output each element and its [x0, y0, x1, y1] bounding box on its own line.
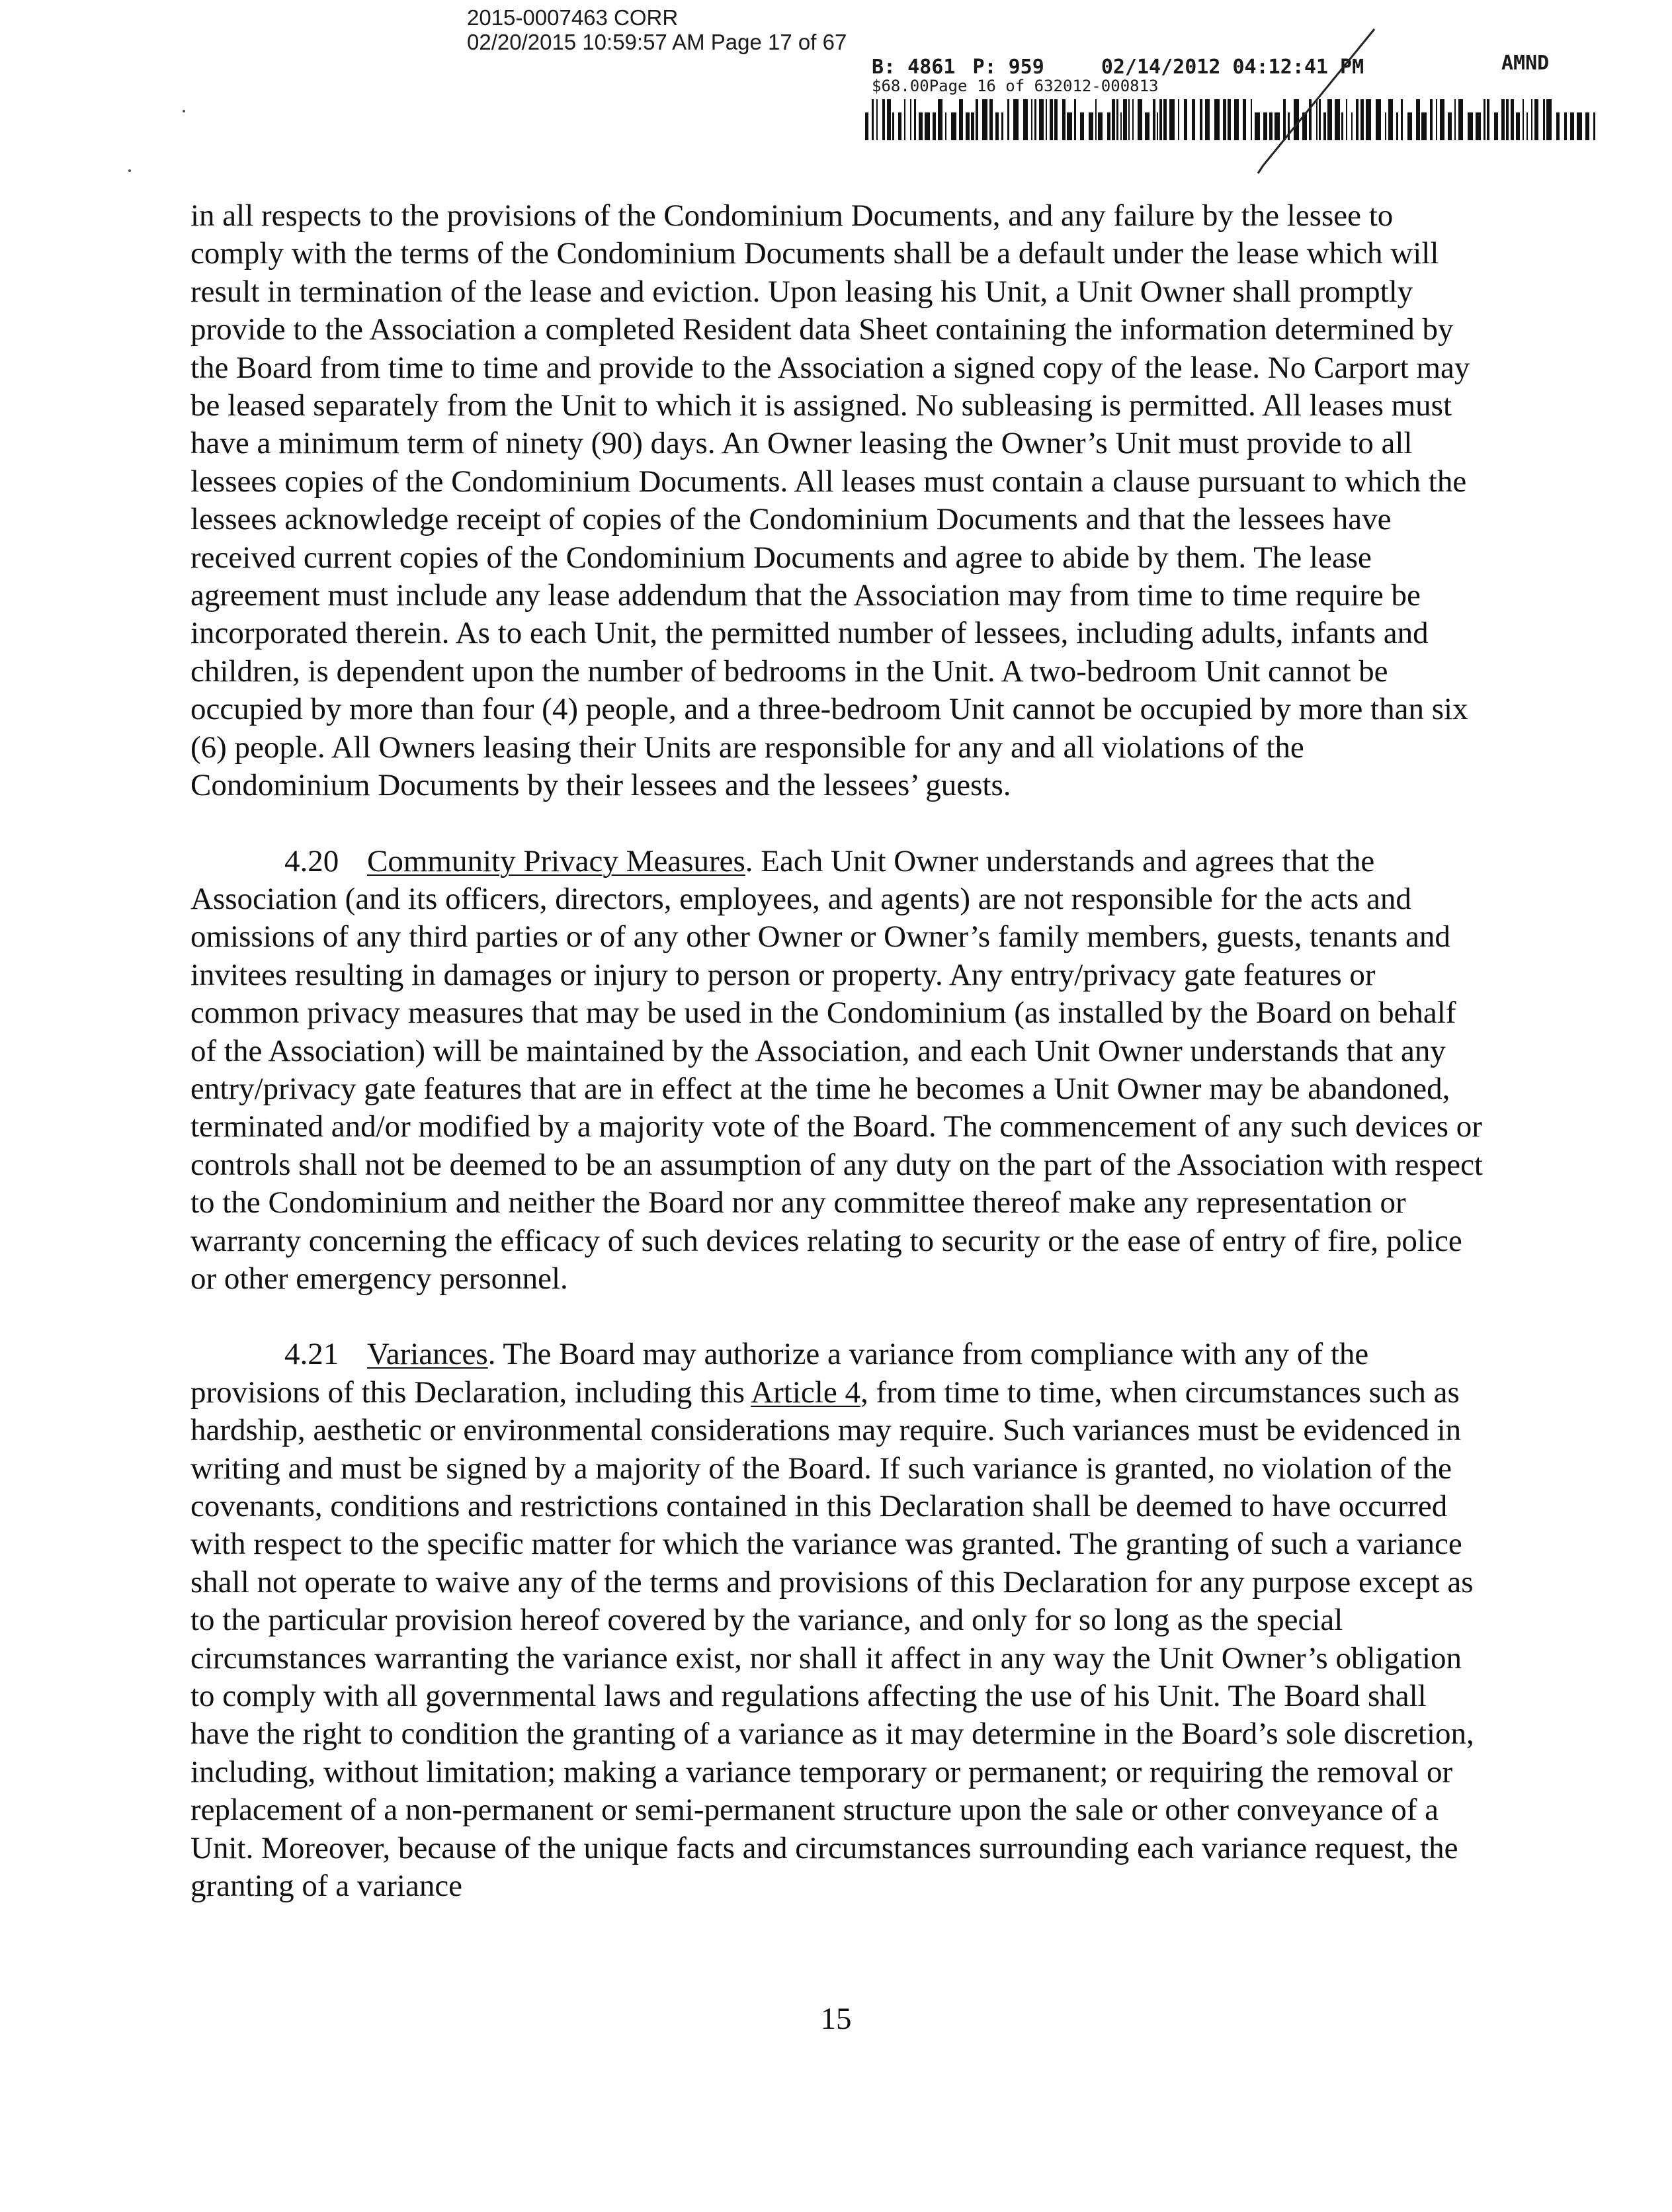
barcode-bar — [959, 99, 963, 140]
barcode-bar — [1523, 99, 1524, 140]
barcode-bar — [966, 112, 970, 140]
barcode-bar — [1046, 99, 1047, 140]
barcode-bar — [1360, 99, 1364, 140]
barcode-bar — [982, 99, 987, 140]
barcode-bar — [1421, 112, 1427, 140]
barcode-bar — [1577, 112, 1582, 140]
document-body — [190, 197, 1487, 1905]
recording-type: AMND — [1501, 52, 1550, 75]
barcode-bar — [1401, 99, 1403, 140]
barcode-bar — [872, 99, 874, 140]
section-4-20 — [190, 843, 1487, 1298]
barcode-bar — [1120, 112, 1122, 140]
stamp-doc-number: 2015-0007463 CORR — [467, 5, 679, 30]
barcode-bar — [1526, 112, 1528, 140]
barcode-bar — [989, 99, 993, 140]
barcode-bar — [1159, 99, 1162, 140]
section-text: , from time to time, when circumstances such as hardship, aesthetic or environmental considerations may require. Such variances must be evidenced in writing and must be signed by a majority of the Board. If such variance is granted, no violation of the covenants, conditions and restrictions contained in this Declaration shall be deemed to have occurred with respect to the specific matter for which the variance was granted. The granting of such a variance shall not operate to waive any of the terms and provisions of this Declaration for any purpose except as to the particular provision hereof covered by the variance, and only for so long as the special circumstances warranting the variance exist, nor shall it affect in any way the Unit Owner’s obligation to comply with all governmental laws and regulations affecting the use of his Unit. The Board shall have the right to condition the granting of a variance as it may determine in the Board’s sole discretion, including, without limitation; making a variance temporary or permanent; or requiring the removal or replacement of a non-permanent or semi-permanent structure upon the sale or other conveyance of a Unit. Moreover, because of the unique facts and circumstances surrounding each variance request, the granting of a variance — [190, 1375, 1474, 1904]
barcode-bar — [1436, 99, 1437, 140]
barcode-bar — [1112, 99, 1115, 140]
scan-speck — [183, 110, 185, 112]
barcode-bar — [1501, 99, 1505, 140]
barcode-bar — [898, 112, 901, 140]
barcode-bar — [1506, 99, 1509, 140]
barcode-bar — [1163, 99, 1167, 140]
barcode-bar — [1294, 99, 1299, 140]
barcode-bar — [887, 99, 891, 140]
barcode-bar — [1251, 99, 1252, 140]
barcode-bar — [910, 99, 911, 140]
barcode-bar — [1132, 99, 1134, 140]
barcode-bar — [1089, 112, 1093, 140]
recording-book: B: 4861 — [872, 56, 956, 79]
barcode-bar — [892, 112, 894, 140]
recording-datetime: 02/14/2012 04:12:41 PM — [1101, 56, 1364, 79]
lease-paragraph: in all respects to the provisions of the Condominium Documents, and any failure by the lessee to comply with the terms of the Condominium Documents shall be a default under the lease which will result in termination of the lease and eviction. Upon leasing his Unit, a Unit Owner shall promptly provide to the Association a completed Resident data Sheet containing the information determined by the Board from time to time and provide to the Association a signed copy of the lease. No Carport may be leased separately from the Unit to which it is assigned. No subleasing is permitted. All leases must have a minimum term of ninety (90) days. An Owner leasing the Owner’s Unit must provide to all lessees copies of the Condominium Documents. All leases must contain a clause pursuant to which the lessees acknowledge receipt of copies of the Condominium Documents and that the lessees have received current copies of the Condominium Documents and agree to abide by them. The lease agreement must include any lease addendum that the Association may from time to time require be incorporated therein. As to each Unit, the permitted number of lessees, including adults, infants and children, is dependent upon the number of bedrooms in the Unit. A two-bedroom Unit cannot be occupied by more than four (4) people, and a three-bedroom Unit cannot be occupied by more than six (6) people. All Owners leasing their Units are responsible for any and all violations of the Condominium Documents by their lessees and the lessees’ guests. — [190, 198, 1470, 803]
recording-page: P: 959 — [972, 56, 1044, 79]
barcode-bar — [933, 112, 936, 140]
barcode-bar — [945, 112, 946, 140]
barcode-bar — [1494, 112, 1498, 140]
barcode-bar — [882, 99, 885, 140]
barcode-bar — [1145, 112, 1150, 140]
barcode-bar — [976, 99, 978, 140]
barcode-bar — [1356, 99, 1358, 140]
barcode-bar — [865, 112, 868, 140]
section-title: Variances — [367, 1337, 488, 1372]
barcode-bar — [1157, 112, 1158, 140]
barcode-bar — [1458, 99, 1463, 140]
barcode-bar — [1214, 99, 1220, 140]
barcode-bar — [1448, 112, 1452, 140]
barcode-bar — [1255, 112, 1260, 140]
barcode-bar — [1067, 112, 1072, 140]
barcode-bar — [1054, 99, 1058, 140]
barcode-bar — [1341, 112, 1343, 140]
barcode-bar — [971, 112, 974, 140]
section-text: . Each Unit Owner understands and agrees that the Association (and its officers, directors, employees, and agents) are not responsible for the acts and omissions of any third parties or of any other Owner or Owner’s family members, guests, tenants and invitees resulting in damages or injury to person or property. Any entry/privacy gate features or common privacy measures that may be used in the Condominium (as installed by the Board on behalf of the Association) will be maintained by the Association, and each Unit Owner understands that any entry/privacy gate features that are in effect at the time he becomes a Unit Owner may be abandoned, terminated and/or modified by a majority vote of the Board. The commencement of any such devices or controls shall not be deemed to be an assumption of any duty on the part of the Association with respect to the Condominium and neither the Board nor any committee thereof make any representation or warranty concerning the efficacy of such devices relating to security or the ease of entry of fire, police or other emergency personnel. — [190, 843, 1483, 1296]
article-reference: Article 4 — [751, 1375, 860, 1410]
barcode-bar — [1153, 99, 1155, 140]
barcode-bar — [1319, 99, 1321, 140]
barcode-bar — [995, 112, 999, 140]
stamp-date-page: 02/20/2015 10:59:57 AM Page 17 of 67 — [467, 30, 847, 54]
barcode-bar — [1095, 99, 1097, 140]
barcode-bar — [1138, 99, 1142, 140]
barcode-bar — [1269, 112, 1273, 140]
recording-barcode — [865, 99, 1595, 140]
barcode-bar — [1001, 112, 1003, 140]
barcode-bar — [1454, 99, 1456, 140]
barcode-bar — [1288, 112, 1290, 140]
barcode-bar — [1080, 112, 1084, 140]
barcode-bar — [1323, 112, 1326, 140]
section-title: Community Privacy Measures — [367, 843, 745, 878]
barcode-bar — [1116, 99, 1118, 140]
correction-stamp — [467, 5, 847, 54]
page-number: 15 — [820, 2002, 852, 2036]
barcode-bar — [1205, 99, 1210, 140]
recording-instrument: 2012-000813 — [1053, 77, 1159, 95]
recording-line-1 — [872, 56, 1364, 79]
recording-fee: $68.00 — [872, 77, 929, 95]
barcode-bar — [1484, 99, 1485, 140]
barcode-bar — [1407, 112, 1412, 140]
barcode-bar — [1107, 112, 1110, 140]
barcode-bar — [876, 99, 878, 140]
recording-line-2 — [872, 77, 1159, 95]
barcode-bar — [1192, 99, 1195, 140]
barcode-bar — [1476, 112, 1481, 140]
barcode-bar — [1128, 99, 1130, 140]
barcode-bar — [1223, 99, 1226, 140]
barcode-bar — [1511, 99, 1514, 140]
barcode-bar — [1013, 99, 1019, 140]
barcode-bar — [1543, 99, 1545, 140]
barcode-bar — [1031, 99, 1032, 140]
barcode-bar — [1007, 99, 1009, 140]
section-number: 4.20 — [284, 843, 339, 878]
barcode-bar — [1123, 99, 1127, 140]
barcode-bar — [1039, 99, 1044, 140]
barcode-bar — [919, 112, 923, 140]
barcode-bar — [1327, 99, 1332, 140]
barcode-bar — [1184, 99, 1187, 140]
barcode-bar — [1200, 99, 1202, 140]
barcode-bar — [1234, 99, 1239, 140]
barcode-bar — [1243, 99, 1246, 140]
barcode-bar — [1546, 99, 1552, 140]
barcode-bar — [1468, 112, 1473, 140]
barcode-bar — [1316, 99, 1317, 140]
section-4-21 — [190, 1336, 1487, 1905]
barcode-bar — [1034, 99, 1036, 140]
barcode-bar — [1556, 112, 1560, 140]
barcode-bar — [1098, 112, 1103, 140]
barcode-bar — [938, 99, 942, 140]
barcode-bar — [1516, 112, 1520, 140]
barcode-bar — [1228, 99, 1231, 140]
barcode-bar — [1178, 99, 1179, 140]
barcode-bar — [1062, 99, 1066, 140]
barcode-bar — [1534, 99, 1538, 140]
barcode-bar — [951, 112, 956, 140]
barcode-bar — [1366, 99, 1371, 140]
barcode-bar — [904, 99, 905, 140]
barcode-bar — [1283, 99, 1286, 140]
barcode-bar — [925, 112, 930, 140]
barcode-bar — [1593, 112, 1595, 140]
scan-speck — [128, 169, 131, 172]
barcode-bar — [1487, 99, 1489, 140]
barcode-bar — [1396, 112, 1398, 140]
barcode-bar — [1440, 99, 1444, 140]
barcode-bar — [914, 99, 916, 140]
barcode-bar — [1416, 99, 1420, 140]
barcode-bar — [1385, 112, 1386, 140]
barcode-bar — [1564, 112, 1567, 140]
barcode-bar — [1275, 112, 1280, 140]
barcode-bar — [1050, 99, 1053, 140]
barcode-bar — [1302, 112, 1307, 140]
barcode-bar — [1430, 99, 1433, 140]
barcode-bar — [1309, 99, 1312, 140]
barcode-bar — [1388, 99, 1393, 140]
barcode-bar — [1263, 112, 1267, 140]
barcode-bar — [1074, 99, 1076, 140]
section-number: 4.21 — [284, 1337, 339, 1372]
barcode-bar — [1351, 112, 1353, 140]
barcode-bar — [1346, 99, 1347, 140]
barcode-bar — [1570, 112, 1574, 140]
barcode-bar — [1531, 99, 1532, 140]
barcode-bar — [1335, 99, 1340, 140]
section-text: . The Board may authorize a variance from compliance with any of the provisions of this Declaration, including this — [190, 1337, 1369, 1410]
barcode-bar — [1585, 112, 1589, 140]
barcode-bar — [1169, 99, 1175, 140]
barcode-bar — [1023, 99, 1028, 140]
recording-page-label: Page 16 of 63 — [929, 77, 1054, 95]
barcode-bar — [1376, 99, 1381, 140]
